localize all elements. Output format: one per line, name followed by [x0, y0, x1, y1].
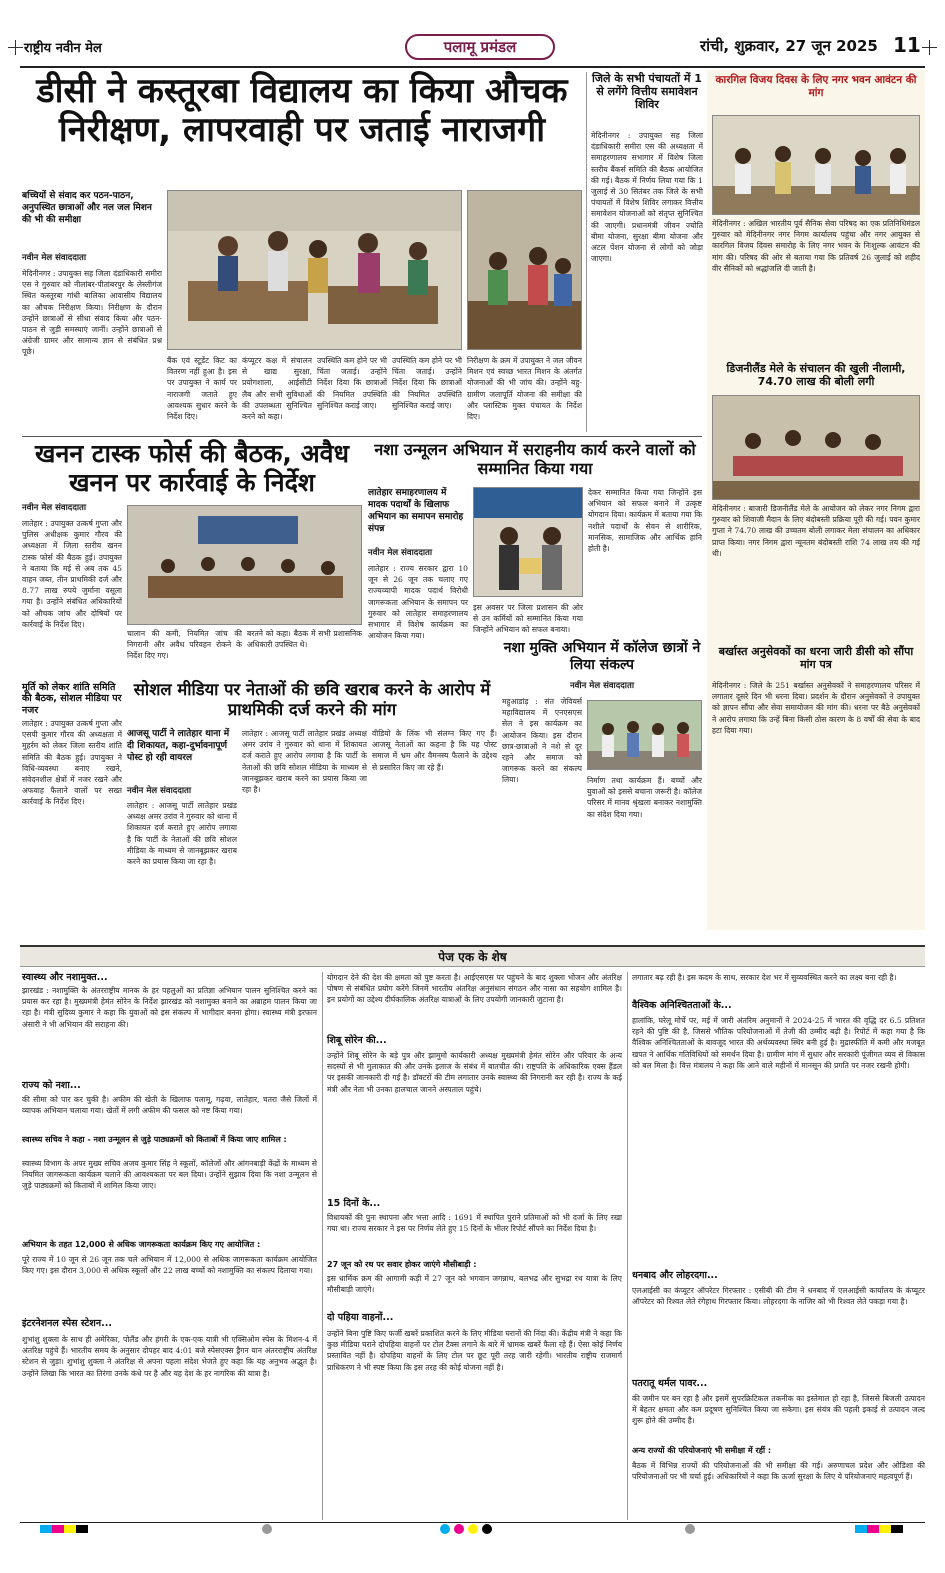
registration-dot-magenta: [454, 1524, 464, 1534]
registration-dot-yellow: [468, 1524, 478, 1534]
page-number: 11: [893, 33, 921, 57]
cont-15days-body: विधायकों की पुनः स्थापना और भत्ता आदि : 1691 में स्थापित पुराने प्रतिमाओं को भी दर्जा के लिए रखा गया था। राज्य सरकार ने इस पर निर्णय लेते हुए 15 दिनों के भीतर रिपोर्ट सौंपने का निर्देश दिया है।: [327, 1213, 622, 1234]
drugs-byline: नवीन मेल संवाददाता: [368, 548, 433, 558]
students-photo: [467, 190, 582, 350]
cont-patratu-body: की जमीन पर बन रहा है और इसमें सुपरक्रिटिकल तकनीक का इस्तेमाल हो रहा है, जिससे बिजली उत्पादन में बेहतर क्षमता और कम प्रदूषण सुनिश्चित किया जा सकेगा। इस संयंत्र की पहली इकाई से उत्पादन जल्द शुरू होने की उम्मीद है।: [632, 1394, 925, 1426]
color-bar-cyan: [40, 1525, 52, 1533]
drugs-kicker: लातेहार समाहरणालय में मादक पदार्थों के खिलाफ अभियान का समापन समारोह संपन्न: [368, 488, 464, 534]
section-rule: [22, 436, 702, 437]
footer-rule: [20, 1522, 925, 1523]
cont-patratu-title: पतरातू थर्मल पावर...: [632, 1378, 708, 1389]
social-body-2: लातेहार : आजसू पार्टी लातेहार प्रखंड अध्यक्ष अमर उरांव ने गुरुवार को थाना में शिकायत दर्ज कराते हुए आरोप लगाया है कि पार्टी के नेताओं की छवि सोशल मीडिया के माध्यम से जानबूझकर खराब करने का प्रयास किया जा रहा है।: [242, 729, 367, 795]
mining-body-2: चालान की कमी, नियमित जांच की निगरानी और अवैध परिवहन रोकने के निर्देश दिए गए।: [127, 629, 242, 661]
social-body-3: वीडियो के लिंक भी संलग्न किए गए हैं। आजसू नेताओं का कहना है कि यह पोस्ट समाज में भ्रम और वैमनस्य फैलाने के उद्देश्य से प्रसारित किए जा रहे हैं।: [372, 729, 497, 772]
dharna-headline: बर्खास्त अनुसेवकों का धरना जारी डीसी को सौंपा मांग पत्र: [718, 645, 914, 672]
lead-kicker: बच्चियों से संवाद कर पठन-पाठन, अनुपस्थित छात्राओं और नल जल मिशन की भी की समीक्षा: [22, 191, 152, 225]
cont-iss-body: शुभांशु शुक्ला के साथ ही अमेरिका, पोलैंड और हंगरी के एक-एक यात्री भी एक्सिओम स्पेस के मिशन-4 में अंतरिक्ष पहुंचे हैं। भारतीय समय के अनुसार दोपहर बाद 4:01 बजे स्पेसएक्स ड्रैगन यान अंतरराष्ट्रीय अंतरिक्ष स्टेशन से जुड़ा। शुभांशु शुक्ला ने अंतरिक्ष से अपना पहला संदेश भेजते हुए कहा कि यह अनुभव अद्भुत है। उन्होंने लिखा कि भारत का तिरंगा उनके कंधे पर है और यह देश के हर नागरिक की यात्रा है।: [22, 1335, 317, 1378]
lead-body-2: बैंक एवं स्टूडेंट किट का वितरण नहीं हुआ है। इस पर उपायुक्त ने कार्य पर नाराजगी जताते हुए आवश्यक सुधार करने के निर्देश दिए।: [167, 356, 237, 422]
lead-body-5: निरीक्षण के क्रम में उपायुक्त ने जल जीवन मिशन एवं स्वच्छ भारत मिशन के अंतर्गत योजनाओं की भी जांच की। उन्होंने बहु-ग्रामीण जलापूर्ति योजना की समीक्षा की और प्लास्टिक मुक्त पंचायत के निर्देश दिए।: [467, 356, 582, 422]
lead-body: मेदिनीनगर : उपायुक्त सह जिला दंडाधिकारी समीरा एस ने गुरुवार को नीलांबर-पीतांबरपुर के लेस्लीगंज स्थित कस्तूरबा गांधी बालिका आवासीय विद्यालय का औचक निरीक्षण किया। निरीक्षण के दौरान उन्होंने छात्राओं से सीधा संवाद किया और पठन-पाठन से जुड़ी समस्याएं जानीं। उन्होंने छात्राओं से अंग्रेजी ग्रामर और सामान्य ज्ञान से संबंधित प्रश्न पूछे।: [22, 269, 162, 357]
lead-headline: डीसी ने कस्तूरबा विद्यालय का किया औचक निरीक्षण, लापरवाही पर जताई नाराजगी: [36, 71, 568, 151]
cont-state-title: राज्य को नशा...: [22, 1080, 81, 1091]
social-headline: सोशल मीडिया पर नेताओं की छवि खराब करने के आरोप में प्राथमिकी दर्ज करने की मांग: [133, 680, 491, 719]
registration-mark: [922, 40, 937, 55]
cont-rath-title: 27 जून को रथ पर सवार होकर जाएंगे मौसीबाड़ी :: [327, 1260, 477, 1269]
college-body-2: निर्माण तथा कार्यक्रम हैं। बच्चों और युवाओं को इससे बचाना जरूरी है। कॉलेज परिसर में मानव श्रृंखला बनाकर नशामुक्ति का संदेश दिया गया।: [587, 776, 702, 819]
registration-mark: [8, 40, 23, 55]
column-rule: [322, 972, 323, 1520]
masthead-rule: [20, 66, 925, 68]
cont-toll-title: दो पहिया वाहनों...: [327, 1312, 394, 1323]
cont-health-secretary: स्वास्थ्य सचिव ने कहा - नशा उन्मूलन से जुड़े पाठ्यक्रमों को किताबों में किया जाए शामिल :: [22, 1135, 287, 1144]
mining-body: लातेहार : उपायुक्त उत्कर्ष गुप्ता और पुलिस अधीक्षक कुमार गौरव की अध्यक्षता में जिला स्तरीय खनन टास्क फोर्स की बैठक हुई। उपायुक्त ने बताया कि मई से अब तक 45 वाहन जब्त, तीन प्राथमिकी दर्ज और 8.77 लाख रुपये जुर्माना वसूला गया है। उन्होंने संबंधित अधिकारियों को औचक जांच और दोषियों पर कार्रवाई के निर्देश दिए।: [22, 519, 122, 629]
cont-shibu-body: उन्होंने शिबू सोरेन के बड़े पुत्र और झामुमो कार्यकारी अध्यक्ष मुख्यमंत्री हेमंत सोरेन और परिवार के अन्य सदस्यों से भी मुलाकात की और उनके इलाज के संबंध में बातचीत की। राष्ट्रपति के अधिकारिक एक्स हैंडल पर इसकी जानकारी दी गई है। डॉक्टरों की टीम लगातार उनके स्वास्थ्य की निगरानी कर रही है। राज्य के कई मंत्री और नेता भी उनका हालचाल जानने अस्पताल पहुंचे।: [327, 1051, 622, 1094]
paper-name: राष्ट्रीय नवीन मेल: [24, 41, 102, 56]
cont-programs: अभियान के तहत 12,000 से अधिक जागरूकता कार्यक्रम किए गए आयोजित :: [22, 1240, 261, 1249]
cont-iss-title: इंटरनेशनल स्पेस स्टेशन...: [22, 1318, 112, 1329]
drugs-body: लातेहार : राज्य सरकार द्वारा 10 जून से 26 जून तक चलाए गए राज्यव्यापी मादक पदार्थ विरोधी जागरूकता अभियान के समापन पर गुरुवार को लातेहार समाहरणालय सभागार में विशेष कार्यक्रम का आयोजन किया गया।: [368, 564, 468, 641]
mela-photo: [712, 395, 920, 500]
peace-headline: मूर्ति को लेकर शांति समिति की बैठक, सोशल मीडिया पर नजर: [22, 682, 122, 716]
cont-state-body: की सीमा को पार कर चुकी है। अफीम की खेती के खिलाफ पलामू, गढ़वा, लातेहार, चतरा जैसे जिलों में व्यापक अभियान चलाया गया। खेतों में लगी अफीम की फसल को नष्ट किया गया।: [22, 1095, 317, 1116]
meeting-photo: [127, 505, 362, 625]
cont-dhanbad-title: धनबाद और लोहरदगा...: [632, 1270, 718, 1281]
mining-headline: खनन टास्क फोर्स की बैठक, अवैध खनन पर कार्रवाई के निर्देश: [35, 439, 349, 497]
cont-col3-body: लगातार बढ़ रही है। इस कदम के साथ, सरकार देश भर में सुव्यवस्थित करने का लक्ष्य बना रही है।: [632, 973, 897, 982]
color-bar-yellow: [879, 1525, 891, 1533]
color-bar-magenta: [867, 1525, 879, 1533]
mela-headline: डिजनीलैंड मेले के संचालन की खुली नीलामी, 74.70 लाख की बोली लगी: [726, 362, 906, 389]
camp-headline: जिले के सभी पंचायतों में 1 से लगेंगे वित्तीय समावेशन शिविर: [592, 72, 702, 112]
cont-other-states-title: अन्य राज्यों की परियोजनाएं भी समीक्षा में रहीं :: [632, 1446, 772, 1455]
college-body: महुआडांड़ : संत जेवियर्स महाविद्यालय में एनएसएस सेल ने इस कार्यक्रम का आयोजन किया। इस दौरान छात्र-छात्राओं ने नशे से दूर रहने और समाज को जागरूक करने का संकल्प लिया।: [502, 697, 582, 785]
cont-other-states-body: बैठक में विभिन्न राज्यों की परियोजनाओं की भी समीक्षा की गई। अरुणाचल प्रदेश और ओडिशा की परियोजनाओं पर भी चर्चा हुई। अधिकारियों ने कहा कि ऊर्जा सुरक्षा के लिए ये परियोजनाएं महत्वपूर्ण हैं।: [632, 1461, 925, 1482]
college-byline: नवीन मेल संवाददाता: [569, 681, 635, 691]
drugs-body-2: इस अवसर पर जिला प्रशासन की ओर से उन कर्मियों को सम्मानित किया गया जिन्होंने अभियान को सफल बनाया।: [473, 603, 583, 635]
registration-dot: [262, 1524, 272, 1534]
registration-dot-black: [482, 1524, 492, 1534]
mining-body-3: बरतने को कहा। बैठक में सभी प्रशासनिक अधिकारी उपस्थित थे।: [247, 629, 362, 650]
social-byline: नवीन मेल संवाददाता: [127, 786, 192, 796]
cont-health-secretary-body: स्वास्थ्य विभाग के अपर मुख्य सचिव अजय कुमार सिंह ने स्कूलों, कॉलेजों और आंगनबाड़ी केंद्रों के माध्यम से नियमित जागरूकता कार्यक्रम चलाने की आवश्यकता पर बल दिया। उन्होंने सुझाव दिया कि नशा उन्मूलन से जुड़े पाठ्यक्रमों को किताबों में शामिल किया जाए।: [22, 1159, 317, 1191]
cont-rath-body: इस धार्मिक क्रम की आगामी कड़ी में 27 जून को भगवान जगन्नाथ, बलभद्र और सुभद्रा रथ यात्रा के लिए मौसीबाड़ी जाएंगे।: [327, 1274, 622, 1295]
color-bar-black: [891, 1525, 903, 1533]
social-kicker: आजसू पार्टी ने लातेहार थाना में दी शिकायत, कहा-दुर्भावनापूर्ण पोस्ट हो रही वायरल: [127, 729, 230, 763]
registration-dot-cyan: [440, 1524, 450, 1534]
social-body: लातेहार : आजसू पार्टी लातेहार प्रखंड अध्यक्ष अमर उरांव ने गुरुवार को थाना में शिकायत दर्ज कराते हुए आरोप लगाया है कि पार्टी के नेताओं की छवि सोशल मीडिया के माध्यम से जानबूझकर खराब करने का प्रयास किया जा रहा है।: [127, 801, 237, 867]
lead-body-4: उपस्थिति कम होने पर भी चिंता जताई। उन्होंने निर्देश दिया कि छात्राओं की नियमित उपस्थिति सुनिश्चित कराई जाए।: [317, 356, 387, 410]
lead-body-4b: उपस्थिति कम होने पर भी चिंता जताई। उन्होंने निर्देश दिया कि छात्राओं की नियमित उपस्थिति सुनिश्चित कराई जाए।: [392, 356, 462, 410]
kargil-headline: कारगिल विजय दिवस के लिए नगर भवन आवंटन की मांग: [715, 74, 917, 99]
column-rule: [627, 972, 628, 1520]
cont-toll-body: उन्होंने बिना पुष्टि किए फर्जी खबरें प्रकाशित करने के लिए मीडिया घरानों की निंदा की। केंद्रीय मंत्री ने कहा कि कुछ मीडिया घराने दोपहिया वाहनों पर टोल टैक्स लगाने के बारे में भ्रामक खबरें फैला रहे हैं। ऐसा कोई निर्णय प्रस्तावित नहीं है। दोपहिया वाहनों के लिए टोल पर छूट पूरी तरह जारी रहेगी। भारतीय राष्ट्रीय राजमार्ग प्राधिकरण ने भी स्पष्ट किया कि इस तरह की कोई योजना नहीं है।: [327, 1329, 622, 1372]
section-title: पलामू प्रमंडल: [405, 34, 555, 60]
dharna-body: मेदिनीनगर : जिले के 251 बर्खास्त अनुसेवकों ने समाहरणालय परिसर में लगातार दूसरे दिन भी धरना दिया। प्रदर्शन के दौरान अनुसेवकों ने उपायुक्त को ज्ञापन सौंपा और सेवा समायोजन की मांग की। धरना पर बैठे अनुसेवकों ने आरोप लगाया कि उन्हें बिना किसी ठोस कारण के 8 वर्षों की सेवा के बाद हटा दिया गया।: [712, 681, 920, 735]
cont-global-title: वैश्विक अनिश्चितताओं के...: [632, 1000, 732, 1011]
color-bar-yellow: [64, 1525, 76, 1533]
rally-photo: [587, 700, 702, 770]
classroom-photo: [167, 190, 462, 350]
cont-iss-body-2: योगदान देने की देश की क्षमता को पुष्ट करता है। आईएसएस पर पहुंचने के बाद शुक्ला भोजन और अंतरिक्ष पोषण से संबंधित प्रयोग करेंगे जिनमें भारतीय अंतरिक्ष अनुसंधान संगठन और नासा का सहयोग शामिल है। इन प्रयोगों का उद्देश्य दीर्घकालिक अंतरिक्ष यात्राओं के लिए उपयोगी जानकारी जुटाना है।: [327, 973, 622, 1005]
kargil-photo: [712, 115, 920, 215]
date-line: रांची, शुक्रवार, 27 जून 2025: [700, 37, 878, 55]
cont-health-title: स्वास्थ्य और नशामुक्त...: [22, 972, 108, 983]
cont-health-body: झारखंड : नशामुक्ति के अंतरराष्ट्रीय मानक के हर पहलुओं का प्रतिज्ञा अभियान पालन सुनिश्चित करने का प्रयास कर रहा है। मुख्यमंत्री हेमंत सोरेन के निर्देश झारखंड को नशामुक्त बनाने का अब्राहम पालन किया जा रहा है। मंत्री सुदिव्य कुमार ने कहा कि युवाओं को इस संकल्प में भागीदार बनना होगा। स्वास्थ्य मंत्री इरफान अंसारी ने भी अभियान की सराहना की।: [22, 986, 317, 1029]
lead-body-3: कंप्यूटर कक्ष में संचालन से खाद्य सुरक्षा, प्रयोगशाला, आईसीटी लैब और सभी सुविधाओं की उपलब्धता सुनिश्चित करने को कहा।: [242, 356, 312, 422]
award-photo: [473, 487, 583, 597]
column-rule: [586, 72, 587, 432]
cont-shibu-title: शिबू सोरेन की...: [327, 1035, 387, 1046]
continued-section-title: पेज एक के शेष: [20, 945, 925, 967]
cont-15days-title: 15 दिनों के...: [327, 1198, 381, 1209]
mela-body: मेदिनीनगर : बाजारी डिजनीलैंड मेले के आयोजन को लेकर नगर निगम द्वारा गुरुवार को शिवाजी मैदान के लिए बंदोबस्ती प्रक्रिया पूरी की गई। पवन कुमार गुप्ता ने 74.70 लाख की उच्चतम बोली लगाकर मेला संचालन का अधिकार प्राप्त किया। नगर निगम द्वारा न्यूनतम बंदोबस्ती राशि 74 लाख तय की गई थी।: [712, 504, 920, 558]
peace-body: लातेहार : उपायुक्त उत्कर्ष गुप्ता और एसपी कुमार गौरव की अध्यक्षता में मुहर्रम को लेकर जिला स्तरीय शांति समिति की बैठक हुई। उपायुक्त ने विधि-व्यवस्था बनाए रखने, संवेदनशील क्षेत्रों में नजर रखने और अफवाह फैलाने वालों पर सख्त कार्रवाई के निर्देश दिए।: [22, 719, 122, 807]
cont-programs-body: पूरे राज्य में 10 जून से 26 जून तक चले अभियान में 12,000 से अधिक जागरूकता कार्यक्रम आयोजित किए गए। इस दौरान 3,000 से अधिक स्कूलों और 22 लाख बच्चों को नशामुक्ति का संकल्प दिलाया गया।: [22, 1255, 317, 1276]
lead-byline: नवीन मेल संवाददाता: [22, 253, 87, 263]
color-bar-magenta: [52, 1525, 64, 1533]
cont-global-body: हालांकि, घरेलू मोर्चे पर, मई में जारी अंतरिम अनुमानों ने 2024-25 में भारत की वृद्धि दर 6.5 प्रतिशत रहने की पुष्टि की है, जिससे भौतिक परियोजनाओं में तेजी की उम्मीद बढ़ी है। रिपोर्ट में कहा गया है कि वैश्विक अनिश्चितताओं के बावजूद भारत की अर्थव्यवस्था स्थिर बनी हुई है। मुद्रास्फीति में कमी और मजबूत खपत ने आर्थिक गतिविधियों को समर्थन दिया है। ग्रामीण मांग में सुधार और सरकारी पूंजीगत व्यय से विकास को बल मिला है। वित्त मंत्रालय ने कहा कि आने वाले महीनों में मानसून की प्रगति पर नजर रखनी होगी।: [632, 1016, 925, 1070]
cont-dhanbad-body: एलआईसी का कंप्यूटर ऑपरेटर गिरफ्तार : एसीबी की टीम ने धनबाद में एलआईसी कार्यालय के कंप्यूटर ऑपरेटर को रिश्वत लेते रंगेहाथ गिरफ्तार किया। लोहरदगा के नाजिर को भी रिश्वत लेते पकड़ा गया है।: [632, 1286, 925, 1307]
registration-dot: [685, 1524, 695, 1534]
college-headline: नशा मुक्ति अभियान में कॉलेज छात्रों ने लिया संकल्प: [503, 640, 701, 673]
drugs-headline: नशा उन्मूलन अभियान में सराहनीय कार्य करने वालों को सम्मानित किया गया: [374, 440, 696, 479]
drugs-body-3: देकर सम्मानित किया गया जिन्होंने इस अभियान को सफल बनाने में उत्कृष्ट योगदान दिया। कार्यक्रम में बताया गया कि नशीले पदार्थों के सेवन से शारीरिक, मानसिक, सामाजिक और आर्थिक हानि होती है।: [588, 488, 702, 554]
color-bar-cyan: [855, 1525, 867, 1533]
camp-body: मेदिनीनगर : उपायुक्त सह जिला दंडाधिकारी समीरा एस की अध्यक्षता में समाहरणालय सभागार में विशेष जिला स्तरीय बैंकर्स समिति की बैठक आयोजित की गई। बैठक में निर्णय लिया गया कि 1 जुलाई से 30 सितंबर तक जिले के सभी पंचायतों में विशेष शिविर लगाकर वित्तीय समावेशन योजनाओं को संतृप्त सुनिश्चित की जाएगी। प्रधानमंत्री जीवन ज्योति बीमा योजना, सुरक्षा बीमा योजना और अटल पेंशन योजना से लोगों को जोड़ा जाएगा।: [591, 131, 703, 264]
color-bar-black: [76, 1525, 88, 1533]
kargil-body: मेदिनीनगर : अखिल भारतीय पूर्व सैनिक सेवा परिषद का एक प्रतिनिधिमंडल गुरुवार को मेदिनीनगर नगर निगम कार्यालय पहुंचा और नगर आयुक्त से कारगिल विजय दिवस समारोह के लिए नगर भवन के निःशुल्क आवंटन की मांग की। परिषद की ओर से बताया गया कि प्रतिवर्ष 26 जुलाई को शहीद वीर सैनिकों को श्रद्धांजलि दी जाती है।: [712, 219, 920, 273]
mining-byline: नवीन मेल संवाददाता: [22, 503, 87, 513]
